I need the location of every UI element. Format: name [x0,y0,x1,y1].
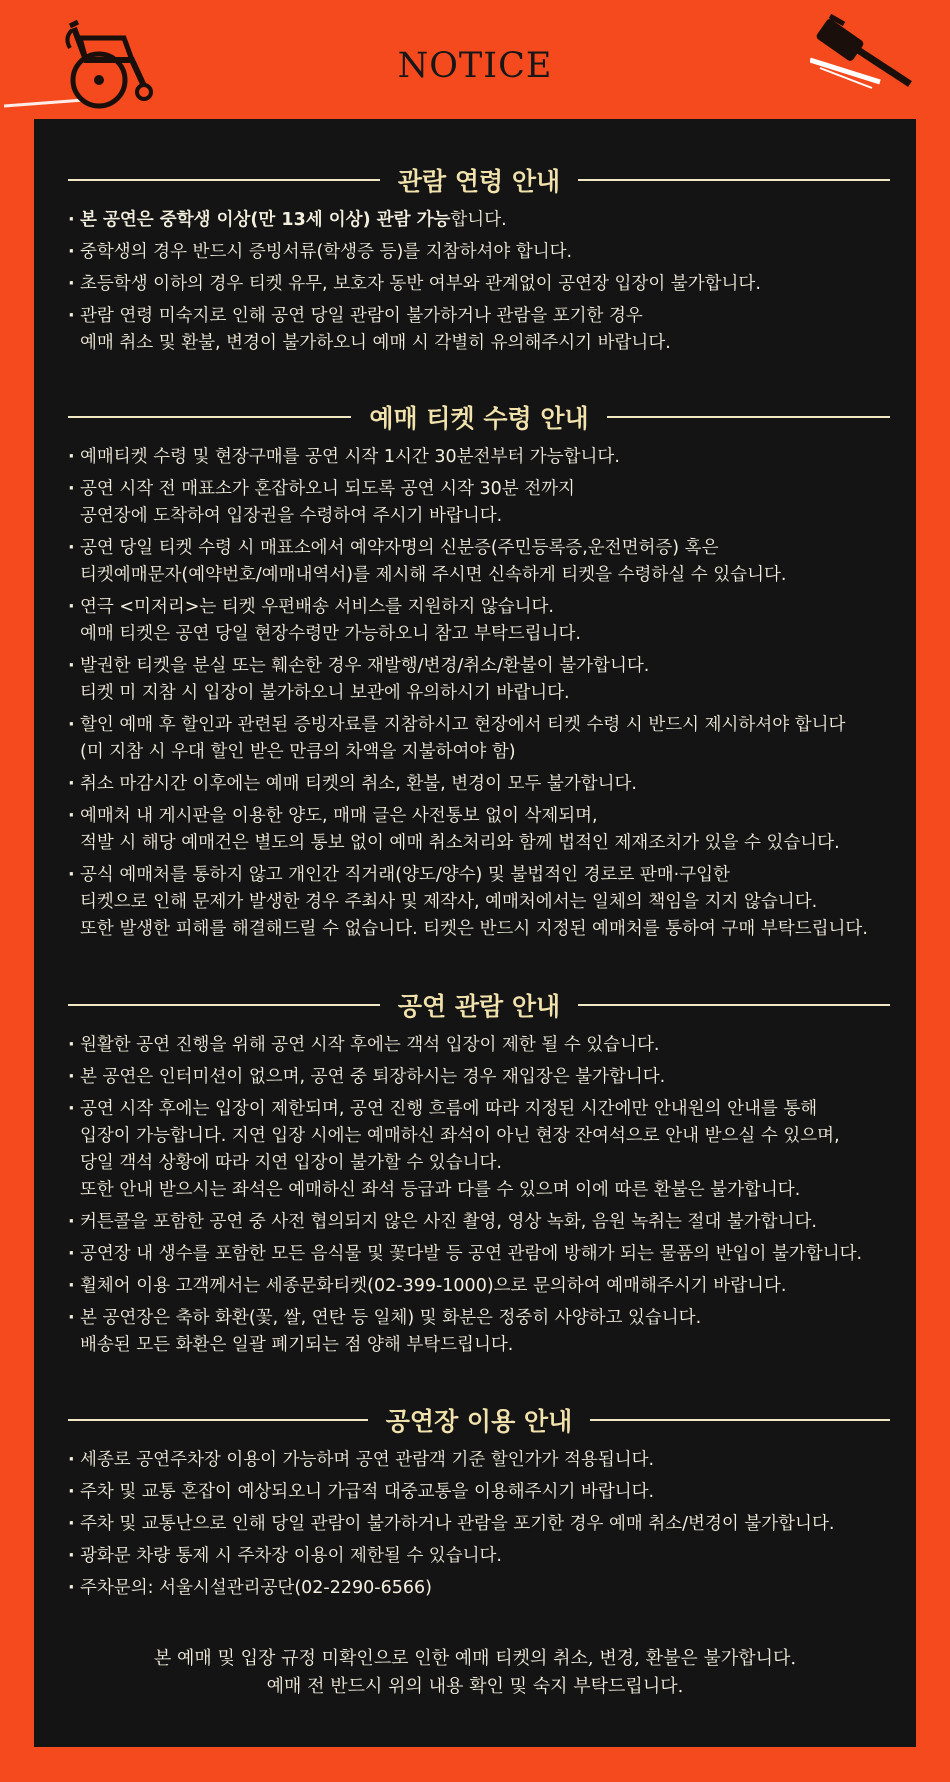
list-item: · 공연 당일 티켓 수령 시 매표소에서 예약자명의 신분증(주민등록증,운전면허증) 혹은 티켓예매문자(예약번호/예매내역서)를 제시해 주시면 신속하게 티켓을 수령하실 수 있습니다. [68,535,890,589]
section-title: 예매 티켓 수령 안내 [369,404,589,433]
section-header [68,1403,890,1437]
page-title: NOTICE [397,46,553,86]
section-header [68,163,890,197]
divider-line [68,179,380,181]
divider-line [607,416,890,418]
list-item: · 할인 예매 후 할인과 관련된 증빙자료를 지참하시고 현장에서 티켓 수령 시 반드시 제시하셔야 합니다 (미 지참 시 우대 할인 받은 만큼의 차액을 지불하여야 함) [68,712,890,766]
section-viewing-guide [68,988,890,1364]
list-item: · 취소 마감시간 이후에는 예매 티켓의 취소, 환불, 변경이 모두 불가합니다. [68,771,890,798]
divider-line [68,416,351,418]
divider-line [578,1004,890,1006]
divider-line [68,1419,368,1421]
wheelchair-icon [4,8,164,118]
gavel-icon [810,10,940,90]
footer-line-2: 예매 전 반드시 위의 내용 확인 및 숙지 부탁드립니다. [266,1676,684,1697]
list-item: · 본 공연장은 축하 화환(꽃, 쌀, 연탄 등 일체) 및 화분은 정중히 사양하고 있습니다. 배송된 모든 화환은 일괄 폐기되는 점 양해 부탁드립니다. [68,1305,890,1359]
list-item: · 본 공연은 인터미션이 없으며, 공연 중 퇴장하시는 경우 재입장은 불가합니다. [68,1064,890,1091]
notice-list [68,1447,890,1602]
emphasis-text: 본 공연은 중학생 이상(만 13세 이상) 관람 가능 [80,210,451,230]
list-item: · 공연 시작 전 매표소가 혼잡하오니 되도록 공연 시작 30분 전까지 공연장에 도착하여 입장권을 수령하여 주시기 바랍니다. [68,476,890,530]
notice-list [68,207,890,357]
list-item: · 공식 예매처를 통하지 않고 개인간 직거래(양도/양수) 및 불법적인 경로로 판매·구입한 티켓으로 인해 문제가 발생한 경우 주최사 및 제작사, 예매처에서는 일체의 책임을 지지 않습니다. 또한 발생한 피해를 해결해드릴 수 없습니다. 티켓은 반드시 지정된 예매처를 통하여 구매 부탁드립니다. [68,862,890,943]
list-item: · 연극 <미저리>는 티켓 우편배송 서비스를 지원하지 않습니다. 예매 티켓은 공연 당일 현장수령만 가능하오니 참고 부탁드립니다. [68,594,890,648]
list-item: · 주차 및 교통난으로 인해 당일 관람이 불가하거나 관람을 포기한 경우 예매 취소/변경이 불가합니다. [68,1511,890,1538]
list-item: · 세종로 공연주차장 이용이 가능하며 공연 관람객 기준 할인가가 적용됩니다. [68,1447,890,1474]
notice-panel [34,119,916,1747]
section-venue-guide [68,1403,890,1607]
section-title: 공연장 이용 안내 [385,1407,573,1436]
list-item: · 관람 연령 미숙지로 인해 공연 당일 관람이 불가하거나 관람을 포기한 경우 예매 취소 및 환불, 변경이 불가하오니 예매 시 각별히 유의해주시기 바랍니다. [68,303,890,357]
footer-notice [34,1645,916,1701]
divider-line [578,179,890,181]
section-header [68,400,890,434]
list-item: · 초등학생 이하의 경우 티켓 유무, 보호자 동반 여부와 관계없이 공연장 입장이 불가합니다. [68,271,890,298]
notice-list [68,444,890,943]
list-item: · 원활한 공연 진행을 위해 공연 시작 후에는 객석 입장이 제한 될 수 있습니다. [68,1032,890,1059]
item-text: 합니다. [450,210,507,230]
section-title: 공연 관람 안내 [397,992,561,1021]
footer-line-1: 본 예매 및 입장 규정 미확인으로 인한 예매 티켓의 취소, 변경, 환불은 불가합니다. [153,1648,797,1669]
list-item: · 예매티켓 수령 및 현장구매를 공연 시작 1시간 30분전부터 가능합니다. [68,444,890,471]
list-item: · 중학생의 경우 반드시 증빙서류(학생증 등)를 지참하셔야 합니다. [68,239,890,266]
list-item: · 휠체어 이용 고객께서는 세종문화티켓(02-399-1000)으로 문의하여 예매해주시기 바랍니다. [68,1273,890,1300]
section-header [68,988,890,1022]
list-item [68,207,890,234]
list-item: · 커튼콜을 포함한 공연 중 사전 협의되지 않은 사진 촬영, 영상 녹화, 음원 녹취는 절대 불가합니다. [68,1209,890,1236]
list-item: · 예매처 내 게시판을 이용한 양도, 매매 글은 사전통보 없이 삭제되며, 적발 시 해당 예매건은 별도의 통보 없이 예매 취소처리와 함께 법적인 제재조치가 있을 수 있습니다. [68,803,890,857]
divider-line [590,1419,890,1421]
list-item: · 공연 시작 후에는 입장이 제한되며, 공연 진행 흐름에 따라 지정된 시간에만 안내원의 안내를 통해 입장이 가능합니다. 지연 입장 시에는 예매하신 좌석이 아닌 현장 잔여석으로 안내 받으실 수 있으며, 당일 객석 상황에 따라 지연 입장이 불가할 수 있습니다. 또한 안내 받으시는 좌석은 예매하신 좌석 등급과 다를 수 있으며 이에 따른 환불은 불가합니다. [68,1096,890,1204]
list-item: · 주차문의: 서울시설관리공단(02-2290-6566) [68,1575,890,1602]
list-item: · 발권한 티켓을 분실 또는 훼손한 경우 재발행/변경/취소/환불이 불가합니다. 티켓 미 지참 시 입장이 불가하오니 보관에 유의하시기 바랍니다. [68,653,890,707]
notice-list [68,1032,890,1359]
list-item: · 공연장 내 생수를 포함한 모든 음식물 및 꽃다발 등 공연 관람에 방해가 되는 물품의 반입이 불가합니다. [68,1241,890,1268]
list-item: · 주차 및 교통 혼잡이 예상되오니 가급적 대중교통을 이용해주시기 바랍니다. [68,1479,890,1506]
section-age-guide [68,163,890,362]
list-item: · 광화문 차량 통제 시 주차장 이용이 제한될 수 있습니다. [68,1543,890,1570]
section-title: 관람 연령 안내 [397,167,561,196]
section-ticket-pickup [68,400,890,948]
divider-line [68,1004,380,1006]
